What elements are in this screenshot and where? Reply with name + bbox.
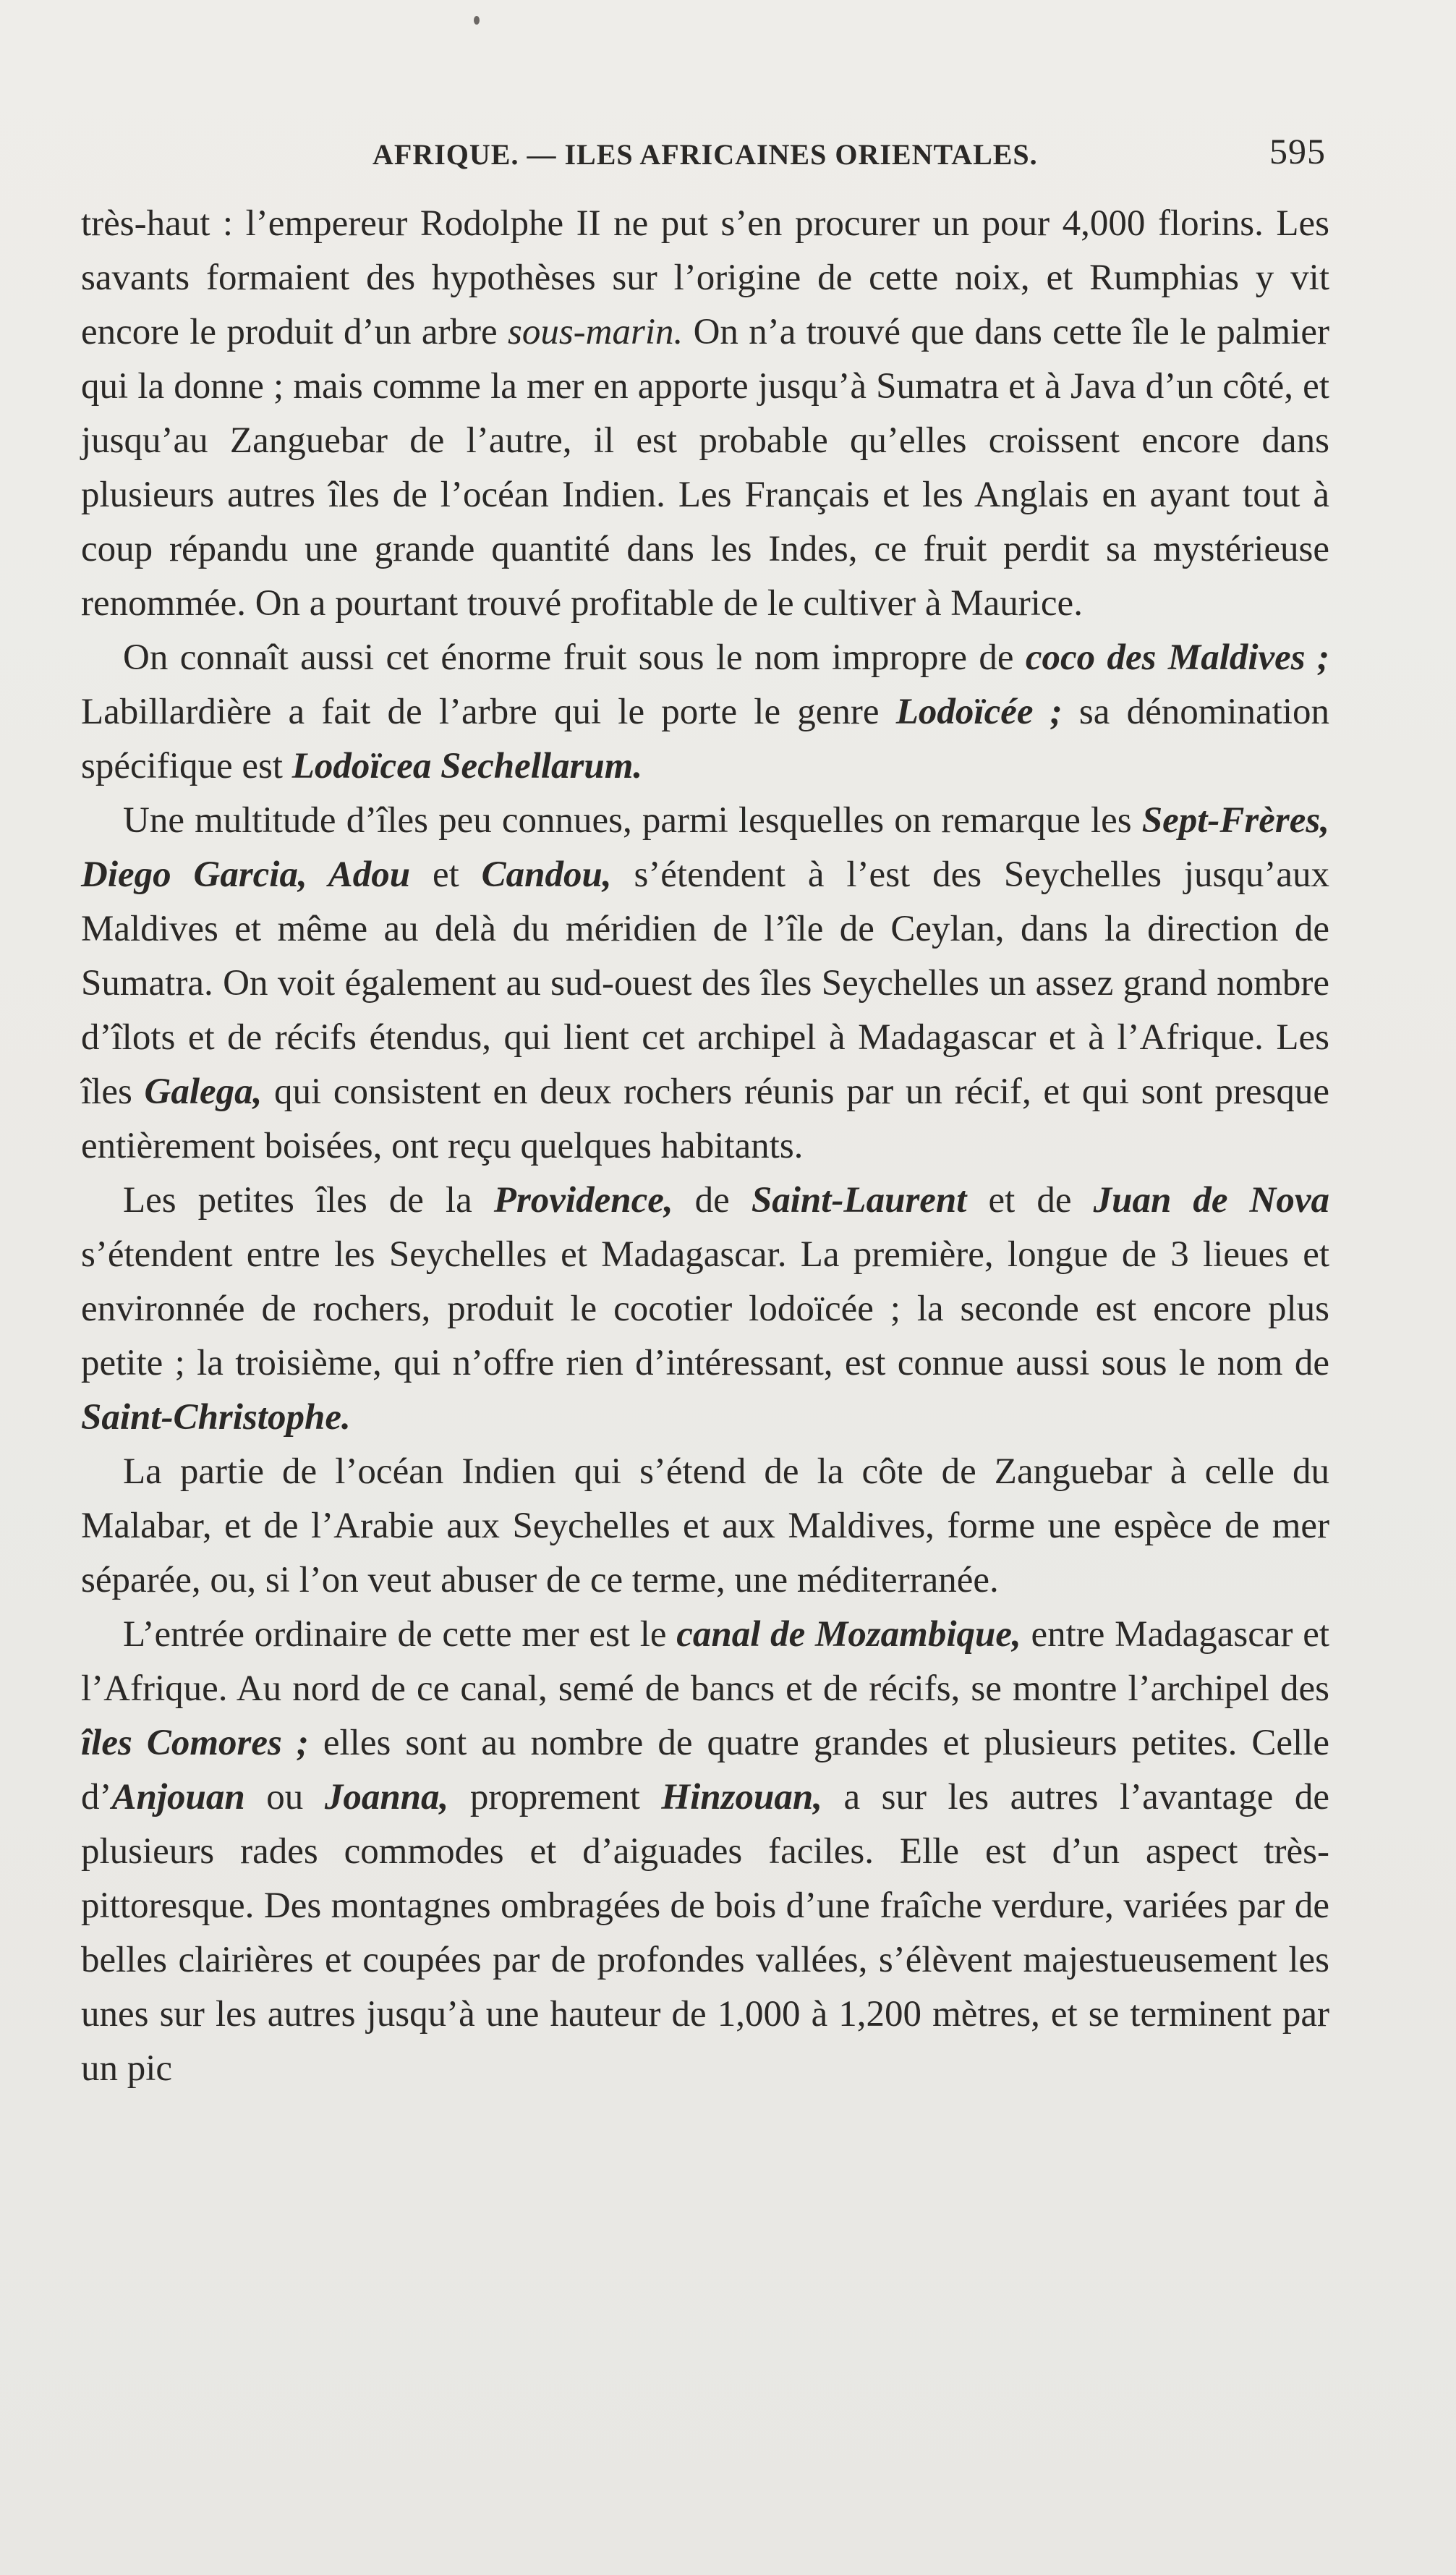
body-text (81, 197, 1329, 2096)
emphasized-name: Candou, (481, 854, 612, 895)
text-run: a sur les autres l’avantage de plusieurs rades commodes et d’aiguades faciles. Elle est d’un aspect très-pittoresque. Des montagnes ombragées de bois d’une fraîche verdure, variées par de belles clairières et coupées par de profondes vallées, s’élèvent majestueusement les unes sur les autres jusqu’à une hauteur de 1,000 à 1,200 mètres, et se terminent par un pic (81, 1777, 1329, 2089)
emphasized-name: Joanna, (324, 1777, 449, 1817)
text-run: On n’a trouvé que dans cette île le palmier qui la donne ; mais comme la mer en apporte jusqu’à Sumatra et à Java d’un côté, et jusqu’au Zanguebar de l’autre, il est probable qu’elles croissent encore dans plusieurs autres îles de l’océan Indien. Les Français et les Anglais en ayant tout à coup répandu une grande quantité dans les Indes, ce fruit perdit sa mystérieuse renommée. On a pourtant trouvé profitable de le cultiver à Maurice. (81, 312, 1329, 624)
emphasized-name: canal de Mozambique, (676, 1614, 1021, 1655)
paragraph (81, 794, 1329, 1174)
text-run: Les petites îles de la (123, 1180, 494, 1221)
printing-speck (474, 16, 480, 25)
text-run: Une multitude d’îles peu connues, parmi lesquelles on remarque les (123, 800, 1142, 841)
italic-term: sous-marin. (507, 312, 684, 352)
text-run: L’entrée ordinaire de cette mer est le (123, 1614, 677, 1655)
page-number: 595 (1269, 131, 1326, 171)
emphasized-name: îles Comores ; (81, 1723, 309, 1763)
text-run: s’étendent à l’est des Seychelles jusqu’aux Maldives et même au delà du méridien de l’île de Ceylan, dans la direction de Sumatra. On voit également au sud-ouest des îles Seychelles un assez grand nombre d’îlots et de récifs étendus, qui lient cet archipel à Madagascar et à l’Afrique. Les îles (81, 854, 1329, 1112)
paragraph (81, 1445, 1329, 1608)
text-run: et de (966, 1180, 1094, 1221)
emphasized-name: coco des Maldives ; (1025, 637, 1329, 678)
running-title: AFRIQUE. — ILES AFRICAINES ORIENTALES. (372, 138, 1038, 171)
text-run: Labillardière a fait de l’arbre qui le porte le genre (81, 692, 896, 732)
text-run: de (673, 1180, 752, 1221)
emphasized-name: Juan de Nova (1093, 1180, 1330, 1221)
text-run: On connaît aussi cet énorme fruit sous le nom impropre de (123, 637, 1026, 678)
paragraph (81, 197, 1329, 631)
emphasized-name: Hinzouan, (661, 1777, 822, 1817)
paragraph (81, 631, 1329, 794)
running-header (372, 131, 1326, 181)
emphasized-name: Anjouan (111, 1777, 245, 1817)
emphasized-name: Sept-Frères, Diego Garcia, Adou (81, 800, 1329, 895)
paragraph (81, 1608, 1329, 2096)
text-run: et (410, 854, 482, 895)
emphasized-name: Lodoïcea Sechellarum. (291, 746, 643, 786)
text-run: proprement (448, 1777, 662, 1817)
text-run: sa dénomination spécifique est (81, 692, 1330, 786)
emphasized-name: Providence, (493, 1180, 673, 1221)
text-run: elles sont au nombre de quatre grandes et plusieurs petites. Celle d’ (81, 1723, 1330, 1817)
text-run: très-haut : l’empereur Rodolphe II ne put s’en procurer un pour 4,000 florins. Les savants formaient des hypothèses sur l’origine de cette noix, et Rumphias y vit encore le produit d’un arbre (81, 203, 1329, 352)
emphasized-name: Saint-Christophe. (81, 1397, 351, 1438)
emphasized-name: Galega, (144, 1072, 263, 1112)
emphasized-name: Lodoïcée ; (895, 692, 1063, 732)
text-run: s’étendent entre les Seychelles et Madagascar. La première, longue de 3 lieues et environnée de rochers, produit le cocotier lodoïcée ; la seconde est encore plus petite ; la troisième, qui n’offre rien d’intéressant, est connue aussi sous le nom de (81, 1234, 1329, 1383)
text-run: entre Madagascar et l’Afrique. Au nord de ce canal, semé de bancs et de récifs, se montre l’archipel des (81, 1614, 1329, 1709)
paragraph (81, 1174, 1329, 1445)
emphasized-name: Saint-Laurent (751, 1180, 967, 1221)
text-run: qui consistent en deux rochers réunis par un récif, et qui sont presque entièrement boisées, ont reçu quelques habitants. (81, 1072, 1329, 1166)
text-run: ou (244, 1777, 325, 1817)
text-run: La partie de l’océan Indien qui s’étend de la côte de Zanguebar à celle du Malabar, et de l’Arabie aux Seychelles et aux Maldives, forme une espèce de mer séparée, ou, si l’on veut abuser de ce terme, une méditerranée. (81, 1451, 1329, 1600)
